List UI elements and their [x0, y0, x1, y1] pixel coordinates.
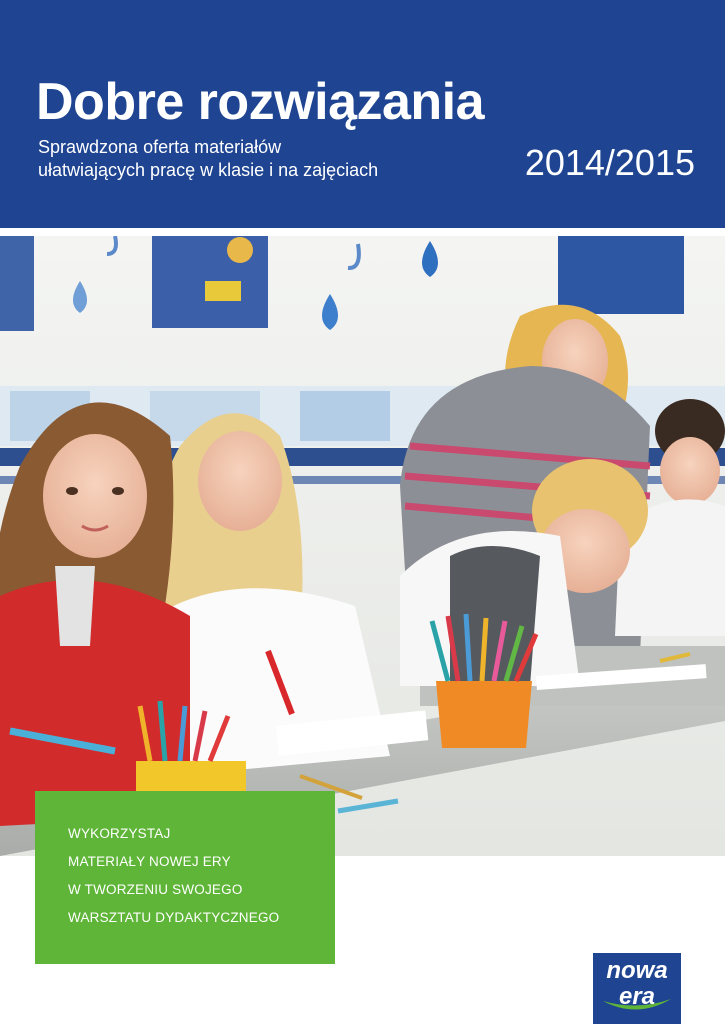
callout-line-3: W TWORZENIU SWOJEGO [68, 882, 243, 897]
school-year: 2014/2015 [524, 142, 695, 183]
logo-word-2: era [618, 983, 656, 1010]
subtitle-line-2: ułatwiających pracę w klasie i na zajęciach [38, 160, 379, 180]
nowa-era-logo [593, 953, 681, 1024]
header-banner [0, 0, 725, 228]
classroom-illustration [0, 236, 725, 856]
callout-box [35, 791, 335, 964]
callout-line-4: WARSZTATU DYDAKTYCZNEGO [68, 910, 280, 925]
callout-line-1: WYKORZYSTAJ [68, 826, 171, 841]
page-title: Dobre rozwiązania [36, 73, 485, 131]
classroom-photo [0, 236, 725, 856]
callout-line-2: MATERIAŁY NOWEJ ERY [68, 854, 231, 869]
subtitle-line-1: Sprawdzona oferta materiałów [38, 137, 282, 157]
logo-word-1: nowa [606, 957, 668, 984]
